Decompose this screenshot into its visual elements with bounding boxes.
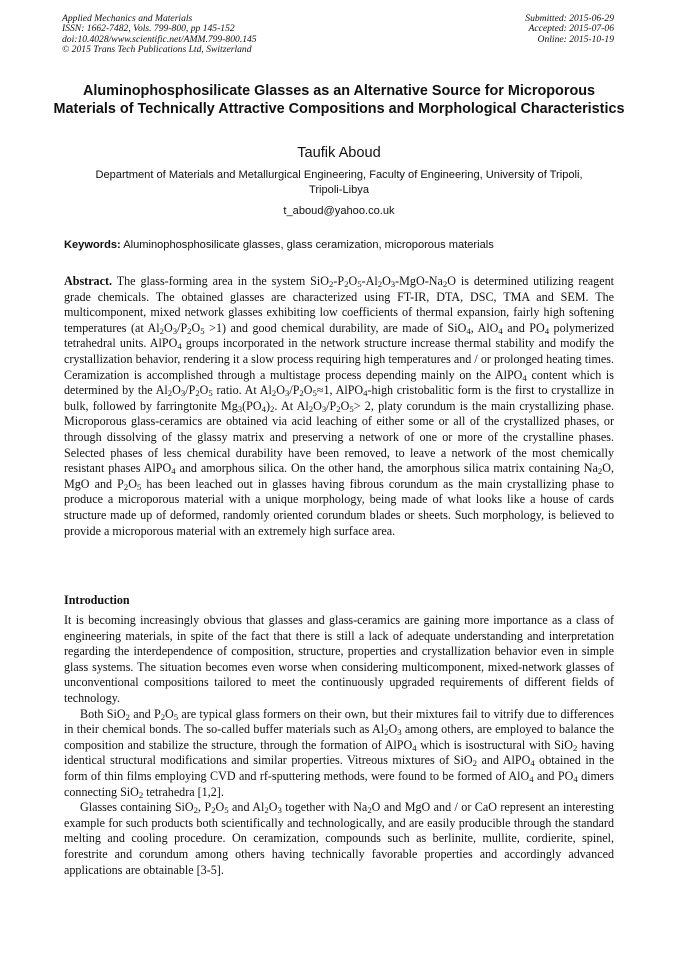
paper-title: Aluminophosphosilicate Glasses as an Alternative Source for Microporous Materials of Technically Attractive Compositions and Morphological Characteristics <box>53 83 625 117</box>
keywords-text: Aluminophosphosilicate glasses, glass ceramization, microporous materials <box>123 239 494 251</box>
keywords-line <box>64 238 624 252</box>
submission-dates <box>525 14 614 45</box>
author-email: t_aboud@yahoo.co.uk <box>283 205 395 217</box>
journal-issn: ISSN: 1662-7482, Vols. 799-800, pp 145-152 <box>62 23 235 35</box>
intro-paragraph: It is becoming increasingly obvious that glasses and glass-ceramics are gaining more importance as a class of engineering materials, in spite of the fact that there is still a lack of adequate understanding and interpretation regarding the interdependence of composition, structure, properties and crystallization behavior even in simple glass systems. The situation becomes even worse when considering multicomponent, mixed-network glasses of unconventional compositions tailored to meet the continuously upgraded requirements of different fields of technology. <box>64 613 614 705</box>
abstract-label: Abstract. <box>64 274 113 288</box>
abstract <box>64 274 614 539</box>
intro-paragraph: Both SiO$_2$ and $P_2O_5$ are typical glass formers on their own, but their mixtures fail to vitrify due to differences in their chemical bonds. The so-called buffer materials such as $Al_2O_3$ among others, are employed to balance the composition and stabilize the structure, through the formation of AlPO$_4$ which is isostructural with SiO$_2$ having identical structural modifications and similar properties. Vitreous mixtures of SiO$_2$ and AlPO$_4$ obtained in the form of thin films employing CVD and rf-sputtering methods, were found to be formed of AlO$_4$ and $PO_4$ dimers connecting SiO$_2$ tetrahedra [1,2]. <box>64 706 615 800</box>
copyright-line: © 2015 Trans Tech Publications Ltd, Switzerland <box>62 44 252 56</box>
journal-name: Applied Mechanics and Materials <box>62 13 193 24</box>
submitted-date: Submitted: 2015-06-29 <box>525 13 614 24</box>
accepted-date: Accepted: 2015-07-06 <box>528 23 614 35</box>
introduction-heading: Introduction <box>64 593 130 607</box>
journal-info <box>62 14 257 56</box>
author-affiliation: Department of Materials and Metallurgical Engineering, Faculty of Engineering, University of Tripoli, Tripoli-Libya <box>95 169 583 196</box>
author-name: Taufik Aboud <box>297 145 381 161</box>
abstract-text: The glass-forming area in the system $SiO_2-P_2O_5-Al_2O_3-MgO-Na_2O$ is determined utilizing reagent grade chemicals. The obtained glasses are characterized using FT-IR, DTA, DSC, TMA and SEM. The multicomponent, mixed network glasses exhibiting low coefficients of thermal expansion, fairly high softening temperatures (at $Al_2O_3/P_2O_5 >1$) and good chemical durability, are made of SiO$_4$, AlO$_4$ and $PO_4$ polymerized tetrahedral units. AlPO$_4$ groups incorporated in the network structure increase thermal stability and modify the crystallization behavior, rendering it a slow process requiring high temperatures and / or prolonged heating times. Ceramization is accomplished through a multistage process depending mainly on the AlPO$_4$ content which is determined by the $Al_2O_3/P_2O_5$ ratio. At $Al_2O_3/P_2O_5\approx 1$, AlPO$_4$-high cristobalitic form is the first to crystallize in bulk, followed by farringtonite $Mg_3(PO_4)_2$. At $Al_2O_3/P_2O_5> 2$, platy corundum is the main crystallizing phase. Microporous glass-ceramics are obtained via acid leaching of either some or all of the crystallized phases, or through dissolving of the glassy matrix and preserving a network of one or more of the crystalline phases. Selected phases of less chemical durability have been removed, to leave a network of the most chemically resistant phases AlPO$_4$ and amorphous silica. On the other hand, the amorphous silica matrix containing $Na_2O$, MgO and $P_2O_5$ has been leached out in glasses having fibrous corundum as the main crystallizing phase to produce a microporous material with a unique morphology, being made of what looks like a house of cards structure made up of deformed, randomly oriented corundum blades or sheets. Such morphology, is believed to provide a microporous material with an extremely high surface area. <box>64 274 615 538</box>
online-date: Online: 2015-10-19 <box>537 33 614 45</box>
intro-paragraph: Glasses containing SiO$_2$, $P_2O_5$ and $Al_2O_3$ together with $Na_2O$ and MgO and / or CaO represent an interesting example for such products both scientifically and technologically, and are easily producible through the standard melting and cooling procedure. On ceramization, compounds such as berlinite, mullite, cordierite, spinel, forestrite and corundum among others having technically favorable properties and accordingly advanced applications are obtainable [3-5]. <box>64 800 614 877</box>
journal-doi: doi:10.4028/www.scientific.net/AMM.799-800.145 <box>62 33 257 45</box>
keywords-label: Keywords: <box>64 239 121 251</box>
introduction-body <box>64 613 614 878</box>
